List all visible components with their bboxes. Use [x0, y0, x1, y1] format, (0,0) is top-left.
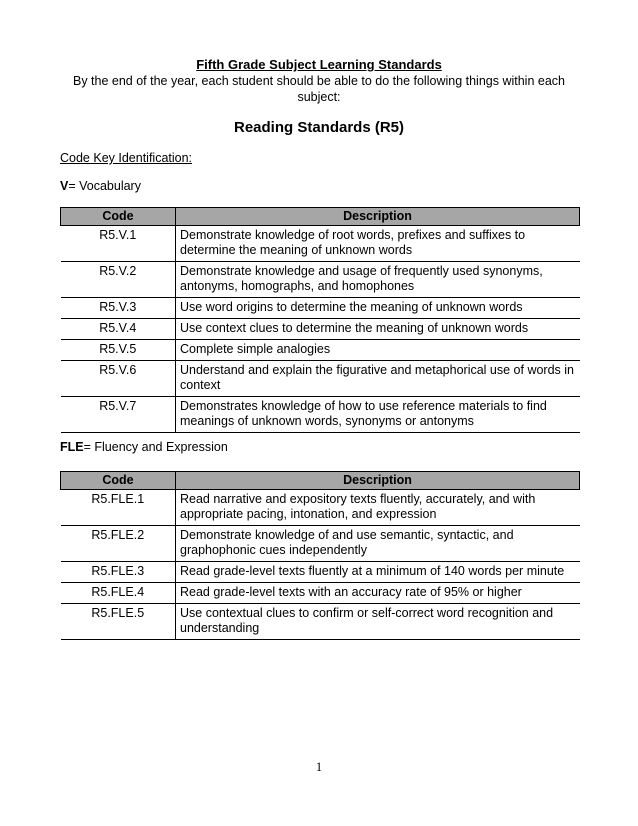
fluency-table	[60, 471, 580, 640]
fluency-abbr: FLE	[60, 440, 84, 454]
standard-description: Understand and explain the figurative and metaphorical use of words in context	[176, 361, 580, 397]
standard-description: Demonstrates knowledge of how to use reference materials to find meanings of unknown words, synonyms or antonyms	[176, 397, 580, 433]
table-row	[61, 490, 580, 526]
vocabulary-table	[60, 207, 580, 433]
standard-description: Use word origins to determine the meaning of unknown words	[176, 298, 580, 319]
code-key-label: Code Key Identification:	[60, 151, 193, 165]
standard-code: R5.V.2	[61, 262, 176, 298]
standard-description: Read grade-level texts fluently at a minimum of 140 words per minute	[176, 562, 580, 583]
standard-code: R5.V.4	[61, 319, 176, 340]
section-title: Reading Standards (R5)	[233, 119, 405, 136]
document-title: Fifth Grade Subject Learning Standards	[196, 57, 442, 72]
standard-description: Complete simple analogies	[176, 340, 580, 361]
standard-description: Read narrative and expository texts fluently, accurately, and with appropriate pacing, intonation, and expression	[176, 490, 580, 526]
standard-code: R5.FLE.3	[61, 562, 176, 583]
table-row	[61, 397, 580, 433]
intro-text: By the end of the year, each student should be able to do the following things within each subject:	[72, 74, 565, 104]
table-row	[61, 319, 580, 340]
description-column-header: Description	[176, 208, 580, 226]
standard-code: R5.V.3	[61, 298, 176, 319]
vocabulary-abbr: V	[60, 179, 69, 193]
table-row	[61, 340, 580, 361]
table-row	[61, 361, 580, 397]
table-row	[61, 526, 580, 562]
standard-description: Demonstrate knowledge of and use semantic, syntactic, and graphophonic cues independently	[176, 526, 580, 562]
table-row	[61, 226, 580, 262]
vocabulary-legend	[60, 179, 141, 193]
vocabulary-label: = Vocabulary	[68, 179, 141, 193]
page-number: 1	[315, 760, 323, 774]
standard-code: R5.V.6	[61, 361, 176, 397]
standard-code: R5.V.7	[61, 397, 176, 433]
standard-code: R5.FLE.5	[61, 604, 176, 640]
standard-code: R5.V.5	[61, 340, 176, 361]
fluency-legend	[60, 440, 228, 454]
code-column-header: Code	[61, 208, 176, 226]
standard-code: R5.FLE.4	[61, 583, 176, 604]
standard-description: Use contextual clues to confirm or self-correct word recognition and understanding	[176, 604, 580, 640]
fluency-label: = Fluency and Expression	[83, 440, 228, 454]
table-row	[61, 604, 580, 640]
standard-description: Use context clues to determine the meaning of unknown words	[176, 319, 580, 340]
standard-code: R5.V.1	[61, 226, 176, 262]
table-row	[61, 262, 580, 298]
standard-description: Read grade-level texts with an accuracy rate of 95% or higher	[176, 583, 580, 604]
standard-description: Demonstrate knowledge of root words, prefixes and suffixes to determine the meaning of unknown words	[176, 226, 580, 262]
standard-code: R5.FLE.2	[61, 526, 176, 562]
table-row	[61, 562, 580, 583]
table-header-row	[61, 472, 580, 490]
table-row	[61, 583, 580, 604]
code-column-header: Code	[61, 472, 176, 490]
table-row	[61, 298, 580, 319]
standard-description: Demonstrate knowledge and usage of frequently used synonyms, antonyms, homographs, and homophones	[176, 262, 580, 298]
description-column-header: Description	[176, 472, 580, 490]
standard-code: R5.FLE.1	[61, 490, 176, 526]
table-header-row	[61, 208, 580, 226]
